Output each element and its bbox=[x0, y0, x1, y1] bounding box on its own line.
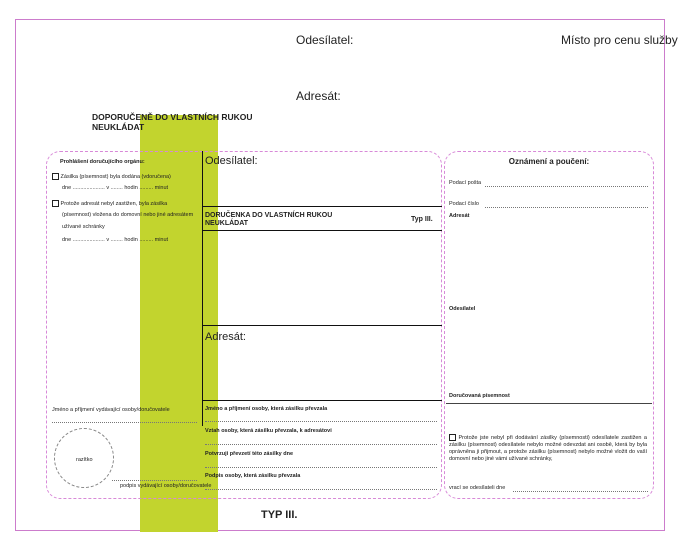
item2-text-1: Protože adresát nebyl zastižen, byla zásilka bbox=[60, 200, 168, 207]
relationship-line[interactable] bbox=[205, 444, 437, 445]
middle-divider-2 bbox=[202, 230, 442, 231]
notice-text: Protože jste nebyl při dodávání zásilky (písemnosti) odesílatele zastižen a zásilku (písemnost) odesílatele nebylo možné odevzdat ani osobě, která by byla oprávněna ji přijmout, a protože zásilku (písemnost) nebylo možné vložit do vaší domovní nebo jiné vámi užívané schránky, bbox=[449, 434, 647, 462]
stamp-label: razítko bbox=[76, 457, 93, 463]
notice-paragraph bbox=[449, 434, 647, 463]
notice-title: Oznámení a poučení: bbox=[508, 157, 590, 166]
item2-date-line: dne ..................... v ........ hodin ......... minut bbox=[62, 237, 169, 243]
row-relationship: Vztah osoby, která zásilku převzala, k adresátovi bbox=[205, 428, 332, 434]
notice-checkbox[interactable] bbox=[449, 434, 456, 441]
declaration-item-2 bbox=[52, 200, 167, 208]
post-number-label: Podací číslo bbox=[449, 201, 479, 207]
post-office-line[interactable] bbox=[485, 186, 648, 187]
item1-text: Zásilka (písemnost) byla dodána (vdoručena) bbox=[60, 173, 171, 180]
row-confirm-date: Potvrzuji převzetí této zásilky dne bbox=[205, 451, 294, 457]
signature-line[interactable] bbox=[112, 480, 197, 481]
header-addressee-label: Adresát: bbox=[296, 89, 341, 103]
receipt-line-2: NEUKLÁDAT bbox=[205, 220, 249, 227]
middle-divider-3 bbox=[202, 325, 442, 326]
post-number-line[interactable] bbox=[485, 207, 648, 208]
service-line-2: NEUKLÁDAT bbox=[92, 122, 145, 132]
signature-label: podpis vydávající osoby/doručovatele bbox=[120, 483, 212, 489]
row-receiver-name: Jméno a příjmení osoby, která zásilku převzala bbox=[205, 406, 328, 412]
declaration-item-1 bbox=[52, 173, 171, 181]
staff-name-line[interactable] bbox=[52, 422, 197, 423]
row-receiver-signature: Podpis osoby, která zásilku převzala bbox=[205, 473, 301, 479]
receiver-signature-line[interactable] bbox=[205, 489, 437, 490]
receipt-line-1: DORUČENKA DO VLASTNÍCH RUKOU bbox=[205, 212, 333, 219]
delivered-checkbox[interactable] bbox=[52, 173, 59, 180]
document-divider bbox=[446, 403, 652, 404]
middle-left-border bbox=[202, 151, 203, 426]
document-label: Doručovaná písemnost bbox=[449, 393, 510, 399]
declaration-title: Prohlášení doručujícího orgánu: bbox=[60, 159, 145, 165]
right-addressee-label: Adresát bbox=[449, 213, 470, 219]
post-office-label: Podací pošta bbox=[449, 180, 482, 186]
header-sender-label: Odesílatel: bbox=[296, 33, 354, 47]
staff-name-label: Jméno a příjmení vydávající osoby/doručovatele bbox=[52, 407, 170, 413]
service-line-1: DOPORUČENĚ DO VLASTNÍCH RUKOU bbox=[92, 112, 253, 122]
middle-divider-4 bbox=[202, 400, 442, 401]
confirm-date-line[interactable] bbox=[205, 467, 437, 468]
return-date-line[interactable] bbox=[513, 491, 648, 492]
mailbox-checkbox[interactable] bbox=[52, 200, 59, 207]
receiver-name-line[interactable] bbox=[205, 421, 437, 422]
middle-addressee-label: Adresát: bbox=[205, 331, 246, 343]
item2-text-2: (písemnost) vložena do domovní nebo jiné adresátem bbox=[62, 212, 194, 218]
receipt-type-label: Typ III. bbox=[411, 216, 433, 223]
return-label: vrací se odesílateli dne bbox=[449, 485, 506, 491]
price-area-label: Místo pro cenu služby bbox=[561, 33, 678, 47]
item1-date-line: dne ..................... v ........ hodin ......... minut bbox=[62, 185, 169, 191]
footer-type-label: TYP III. bbox=[261, 509, 298, 521]
middle-divider-1 bbox=[202, 206, 442, 207]
right-sender-label: Odesílatel bbox=[449, 306, 476, 312]
item2-text-3: užívané schránky bbox=[62, 224, 105, 230]
middle-sender-label: Odesílatel: bbox=[205, 155, 258, 167]
